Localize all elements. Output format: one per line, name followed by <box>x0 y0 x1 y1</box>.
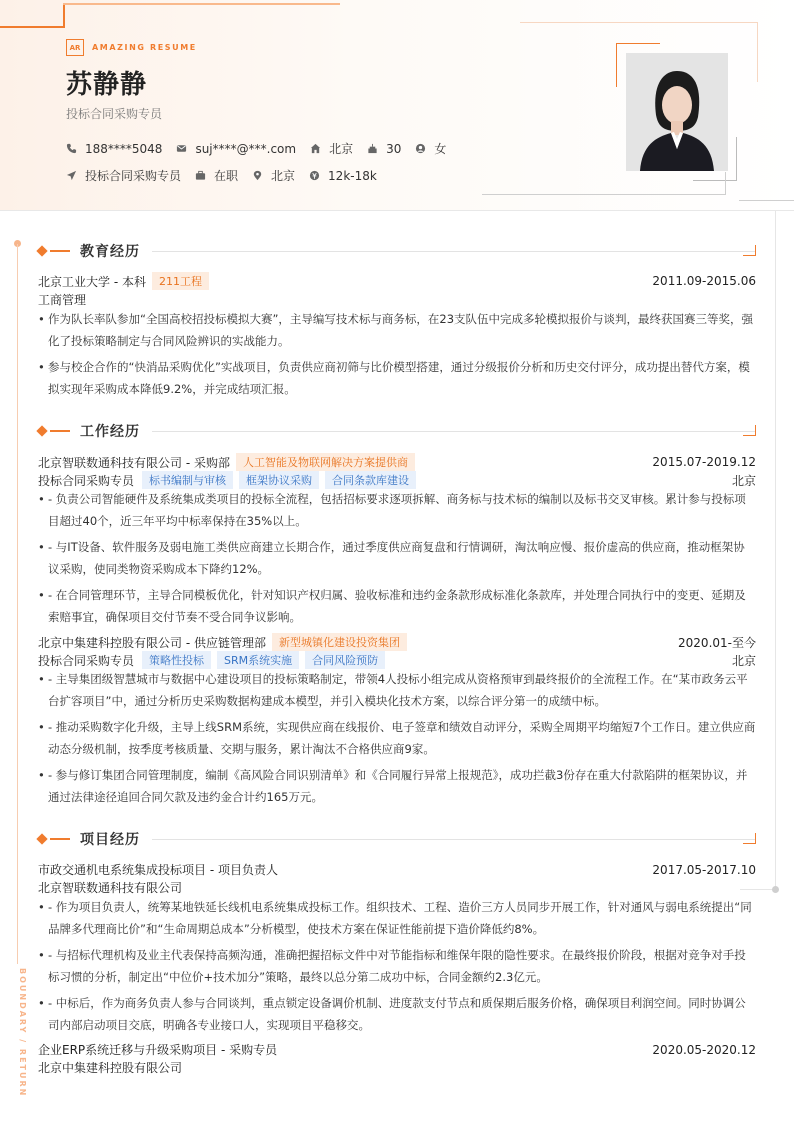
skill-tag: SRM系统实施 <box>217 651 299 669</box>
skill-tag: 框架协议采购 <box>239 471 319 489</box>
frame-line <box>725 172 726 195</box>
send-icon <box>66 170 77 181</box>
right-rail <box>775 211 776 887</box>
school-tag: 211工程 <box>152 272 209 290</box>
education-entry <box>38 272 756 290</box>
boundary-label: BOUNDARY / RETURN <box>18 968 27 1098</box>
company-name: 北京智联数通科技有限公司 - 采购部 <box>38 455 230 470</box>
resume-header <box>0 0 794 211</box>
frame-line <box>520 22 758 23</box>
section-title: 项目经历 <box>80 832 140 848</box>
section-dash <box>50 838 70 840</box>
list-item: • - 与IT设备、软件服务及弱电施工类供应商建立长期合作，通过季度供应商复盘和行情调研，淘汰响应慢、报价虚高的供应商，推动框架协议采购，使同类物资采购成本下降约12%。 <box>38 537 756 580</box>
company-tag: 人工智能及物联网解决方案提供商 <box>236 453 415 471</box>
info-gender <box>415 140 446 157</box>
job-city: 北京 <box>731 473 756 488</box>
info-status <box>195 167 238 184</box>
skill-tag: 策略性投标 <box>142 651 211 669</box>
briefcase-icon <box>195 170 206 181</box>
skill-tag: 标书编制与审核 <box>142 471 233 489</box>
top-accent-line <box>63 3 340 5</box>
candidate-name: 苏静静 <box>66 70 148 100</box>
project-date: 2020.05-2020.12 <box>652 1042 756 1057</box>
home-text: 北京 <box>329 142 354 156</box>
section-title: 工作经历 <box>80 424 140 440</box>
education-date: 2011.09-2015.06 <box>652 274 756 288</box>
job-role-row <box>38 471 756 489</box>
job-role: 投标合同采购专员 <box>38 653 135 668</box>
diamond-icon <box>36 245 47 256</box>
home-icon <box>310 143 321 154</box>
job-role: 投标合同采购专员 <box>38 473 135 488</box>
section-header-work <box>36 421 756 441</box>
frame-line <box>482 194 726 195</box>
info-salary <box>309 169 377 183</box>
project-company: 北京智联数通科技有限公司 <box>38 881 183 895</box>
intent-row <box>66 167 391 184</box>
section-header-education <box>36 241 756 261</box>
skill-tag: 合同风险预防 <box>305 651 385 669</box>
brand <box>66 39 197 56</box>
info-email <box>176 142 296 156</box>
list-item: • 作为队长率队参加“全国高校招投标模拟大赛”，主导编写技术标与商务标，在23支队伍中完成多轮模拟报价与谈判，最终获国赛三等奖，强化了投标策略制定与合同风险辨识的实战能力。 <box>38 309 756 352</box>
phone-text: 188****5048 <box>85 141 163 156</box>
job-city: 北京 <box>731 653 756 668</box>
gender-text: 女 <box>434 142 447 156</box>
project-date: 2017.05-2017.10 <box>652 862 756 877</box>
job-role-row <box>38 651 756 669</box>
list-item: • - 参与修订集团合同管理制度，编制《高风险合同识别清单》和《合同履行异常上报规范》，成功拦截3份存在重大付款陷阱的框架协议，并通过法律途径追回合同欠款及违约金合计约165万元。 <box>38 765 756 808</box>
list-item: • - 与招标代理机构及业主代表保持高频沟通，准确把握招标文件中对节能指标和维保年限的隐性要求。在最终报价阶段，根据对竞争对手投标习惯的分析，制定出“中位价+技术加分”策略，最终以总分第二成功中标，合同金额约2.3亿元。 <box>38 945 756 988</box>
corner-accent <box>743 245 756 256</box>
project-company: 北京中集建科控股有限公司 <box>38 1061 183 1075</box>
salary-icon <box>309 170 320 181</box>
corner-accent <box>0 26 64 28</box>
list-item: • - 负责公司智能硬件及系统集成类项目的投标全流程，包括招标要求逐项拆解、商务标与技术标的编制以及标书交叉审核。累计参与投标项目超过40个，近三年平均中标率保持在35%以上。 <box>38 489 756 532</box>
diamond-icon <box>36 425 47 436</box>
school-name: 北京工业大学 - 本科 <box>38 274 146 289</box>
target-city-text: 北京 <box>271 169 296 183</box>
phone-icon <box>66 143 77 154</box>
contact-row <box>66 140 460 157</box>
section-divider <box>152 251 756 252</box>
job-date: 2015.07-2019.12 <box>652 455 756 469</box>
age-text: 30 <box>386 141 402 156</box>
list-item: • - 推动采购数字化升级，主导上线SRM系统，实现供应商在线报价、电子签章和绩效自动评分，采购全周期平均缩短7个工作日。建立供应商动态分级机制，按季度考核质量、交期与服务，累计淘汰不合格供应商9家。 <box>38 717 756 760</box>
list-item: • - 在合同管理环节，主导合同模板优化，针对知识产权归属、验收标准和违约金条款形成标准化条款库，并处理合同执行中的变更、延期及索赔事宜，确保项目交付节奏不受合同争议影响。 <box>38 585 756 628</box>
skill-tag: 合同条款库建设 <box>325 471 416 489</box>
job-entry <box>38 453 756 471</box>
project-entry <box>38 861 756 878</box>
status-text: 在职 <box>214 169 239 183</box>
frame-line <box>757 22 758 82</box>
frame-line <box>739 200 794 201</box>
corner-accent <box>743 833 756 844</box>
section-divider <box>152 431 756 432</box>
diamond-icon <box>36 833 47 844</box>
section-header-projects <box>36 829 756 849</box>
section-title: 教育经历 <box>80 244 140 260</box>
project-entry <box>38 1041 756 1058</box>
salary-text: 12k-18k <box>328 168 377 183</box>
section-divider <box>152 839 756 840</box>
right-rail-branch <box>740 889 776 890</box>
project-name: 市政交通机电系统集成投标项目 - 项目负责人 <box>38 863 278 877</box>
email-text: suj****@***.com <box>195 141 297 156</box>
corner-accent <box>63 3 65 28</box>
company-name: 北京中集建科控股有限公司 - 供应链管理部 <box>38 635 266 650</box>
candidate-title: 投标合同采购专员 <box>66 107 163 121</box>
cake-icon <box>367 143 378 154</box>
info-phone <box>66 142 162 156</box>
section-dash <box>50 430 70 432</box>
info-home <box>310 140 353 157</box>
brand-text: AMAZING RESUME <box>92 43 197 52</box>
rail-dot <box>772 886 779 893</box>
list-item: • 参与校企合作的“快消品采购优化”实战项目，负责供应商初筛与比价模型搭建，通过分级报价分析和历史交付评分，成功提出替代方案，模拟实现年采购成本降低9.2%，并完成结项汇报。 <box>38 357 756 400</box>
location-pin-icon <box>252 170 263 181</box>
list-item: • - 主导集团级智慧城市与数据中心建设项目的投标策略制定，带领4人投标小组完成从资格预审到最终报价的全流程工作。在“某市政务云平台扩容项目”中，通过分析历史采购数据构建成本模型，并引入模块化技术方案，以综合评分第一的成绩中标。 <box>38 669 756 712</box>
mail-icon <box>176 143 187 154</box>
list-item: • - 作为项目负责人，统筹某地铁延长线机电系统集成投标工作。组织技术、工程、造价三方人员同步开展工作，针对通风与弱电系统提出“同品牌多代理商比价”和“生命周期总成本”分析模型，使技术方案在保证性能前提下造价降低约8%。 <box>38 897 756 940</box>
photo-frame-corner <box>693 137 737 181</box>
brand-logo: AR <box>66 39 84 56</box>
gender-icon <box>415 143 426 154</box>
major: 工商管理 <box>38 293 87 307</box>
info-age <box>367 142 401 156</box>
target-role-text: 投标合同采购专员 <box>85 169 182 183</box>
project-name: 企业ERP系统迁移与升级采购项目 - 采购专员 <box>38 1043 278 1057</box>
company-tag: 新型城镇化建设投资集团 <box>272 633 407 651</box>
job-date: 2020.01-至今 <box>678 635 756 650</box>
info-target-role <box>66 167 181 184</box>
list-item: • - 中标后，作为商务负责人参与合同谈判，重点锁定设备调价机制、进度款支付节点和质保期后服务价格，确保项目利润空间。同时协调公司内部启动项目交底，明确各专业接口人，实现项目平稳移交。 <box>38 993 756 1036</box>
section-dash <box>50 250 70 252</box>
job-entry <box>38 633 756 651</box>
info-target-city <box>252 167 295 184</box>
corner-accent <box>743 425 756 436</box>
left-rail <box>17 244 18 964</box>
